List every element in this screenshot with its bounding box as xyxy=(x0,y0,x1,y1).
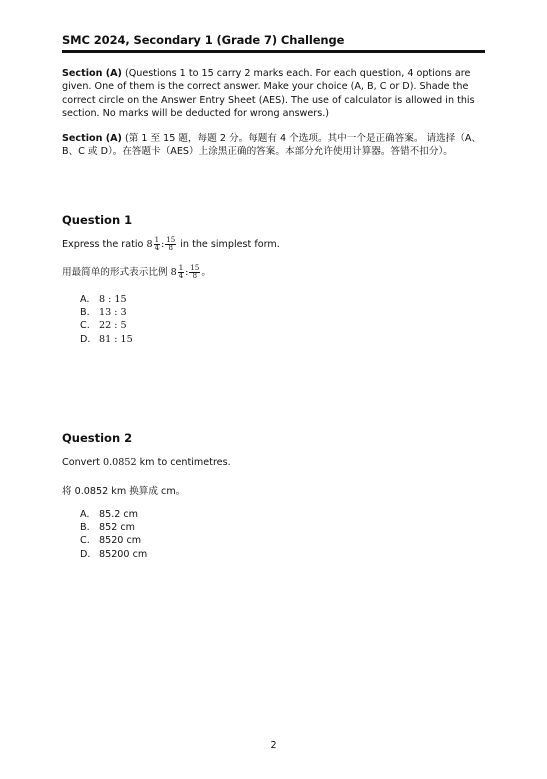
section-label-cn: Section (A) xyxy=(62,133,122,144)
fraction-1-denominator: 4 xyxy=(154,244,160,252)
section-label: Section (A) xyxy=(62,68,122,79)
q2-en-prefix: Convert xyxy=(62,457,103,468)
q2-en-suffix: km to centimetres. xyxy=(136,457,231,468)
q1-cn-prefix: 用最简单的形式表示比例 xyxy=(62,267,171,278)
ratio-whole: 8 xyxy=(170,267,177,278)
question-1-title: Question 1 xyxy=(62,213,133,227)
option-a xyxy=(80,508,147,521)
fraction-2-denominator: 8 xyxy=(168,244,173,252)
fraction-1-numerator: 1 xyxy=(154,236,160,244)
fraction-2 xyxy=(165,237,176,252)
option-text: 85.2 cm xyxy=(99,509,139,520)
ratio-separator: : xyxy=(185,267,189,278)
option-c xyxy=(80,534,147,547)
option-letter: C. xyxy=(80,535,90,547)
fraction-1 xyxy=(178,265,184,280)
question-1-text-cn xyxy=(62,264,211,280)
section-instructions-text: (Questions 1 to 15 carry 2 marks each. For each question, 4 options are given. One of them is the correct answer. Make your choice (A, B, C or D). Shade the correct circle on the Answer Entry Sheet (AES). The use of calculator is allowed in this section. No marks will be deducted for wrong answers.) xyxy=(62,68,475,120)
section-a-instructions-cn xyxy=(62,132,487,159)
option-letter: D. xyxy=(80,333,91,345)
section-instructions-text-cn: (第 1 至 15 题，每题 2 分。每题有 4 个选项。其中一个是正确答案。 请选择（A、B、C 或 D）。在答题卡（AES）上涂黑正确的答案。本部分允许使用计算器。答错不扣分）。 xyxy=(62,133,482,158)
option-text: 852 cm xyxy=(99,522,135,534)
fraction-2-denominator: 8 xyxy=(192,272,198,280)
question-1-options xyxy=(80,293,133,346)
fraction-1-denominator: 4 xyxy=(178,272,184,280)
option-b xyxy=(80,521,147,534)
option-a xyxy=(80,293,133,306)
question-2-text-en xyxy=(62,457,231,468)
option-letter: C. xyxy=(80,320,90,332)
option-c xyxy=(80,319,133,332)
q1-en-suffix: in the simplest form. xyxy=(177,239,280,250)
fraction-2 xyxy=(189,265,200,280)
option-d xyxy=(80,333,133,346)
option-text: 13 : 3 xyxy=(99,307,127,319)
option-text: 22 : 5 xyxy=(99,320,127,332)
option-letter: A. xyxy=(80,509,90,520)
q1-cn-suffix: 。 xyxy=(201,267,211,278)
q1-en-prefix: Express the ratio xyxy=(62,239,147,250)
option-letter: B. xyxy=(80,307,90,319)
question-2-text-cn: 将 0.0852 km 换算成 cm。 xyxy=(62,486,186,497)
q2-value: 0.0852 xyxy=(102,457,137,468)
option-text: 85200 cm xyxy=(99,548,148,560)
option-text: 8 : 15 xyxy=(99,294,127,305)
page-header: SMC 2024, Secondary 1 (Grade 7) Challenge xyxy=(62,33,485,53)
fraction-1 xyxy=(154,237,160,252)
option-letter: D. xyxy=(80,548,91,560)
option-b xyxy=(80,306,133,319)
option-d xyxy=(80,548,147,561)
fraction-1-numerator: 1 xyxy=(178,264,184,272)
question-2-title: Question 2 xyxy=(62,431,133,445)
ratio-separator: : xyxy=(161,239,165,250)
fraction-2-numerator: 15 xyxy=(190,264,200,272)
option-letter: A. xyxy=(80,294,90,305)
q1-ratio xyxy=(146,236,177,252)
question-1-text-en xyxy=(62,237,280,252)
ratio-whole: 8 xyxy=(146,239,153,250)
option-text: 81 : 15 xyxy=(99,333,133,345)
fraction-2-numerator: 15 xyxy=(166,236,176,244)
option-letter: B. xyxy=(80,522,90,534)
section-a-instructions-en xyxy=(62,67,487,121)
question-2-options xyxy=(80,508,147,561)
q1-ratio-cn xyxy=(170,264,202,280)
page-number: 2 xyxy=(270,740,277,751)
option-text: 8520 cm xyxy=(99,535,142,547)
